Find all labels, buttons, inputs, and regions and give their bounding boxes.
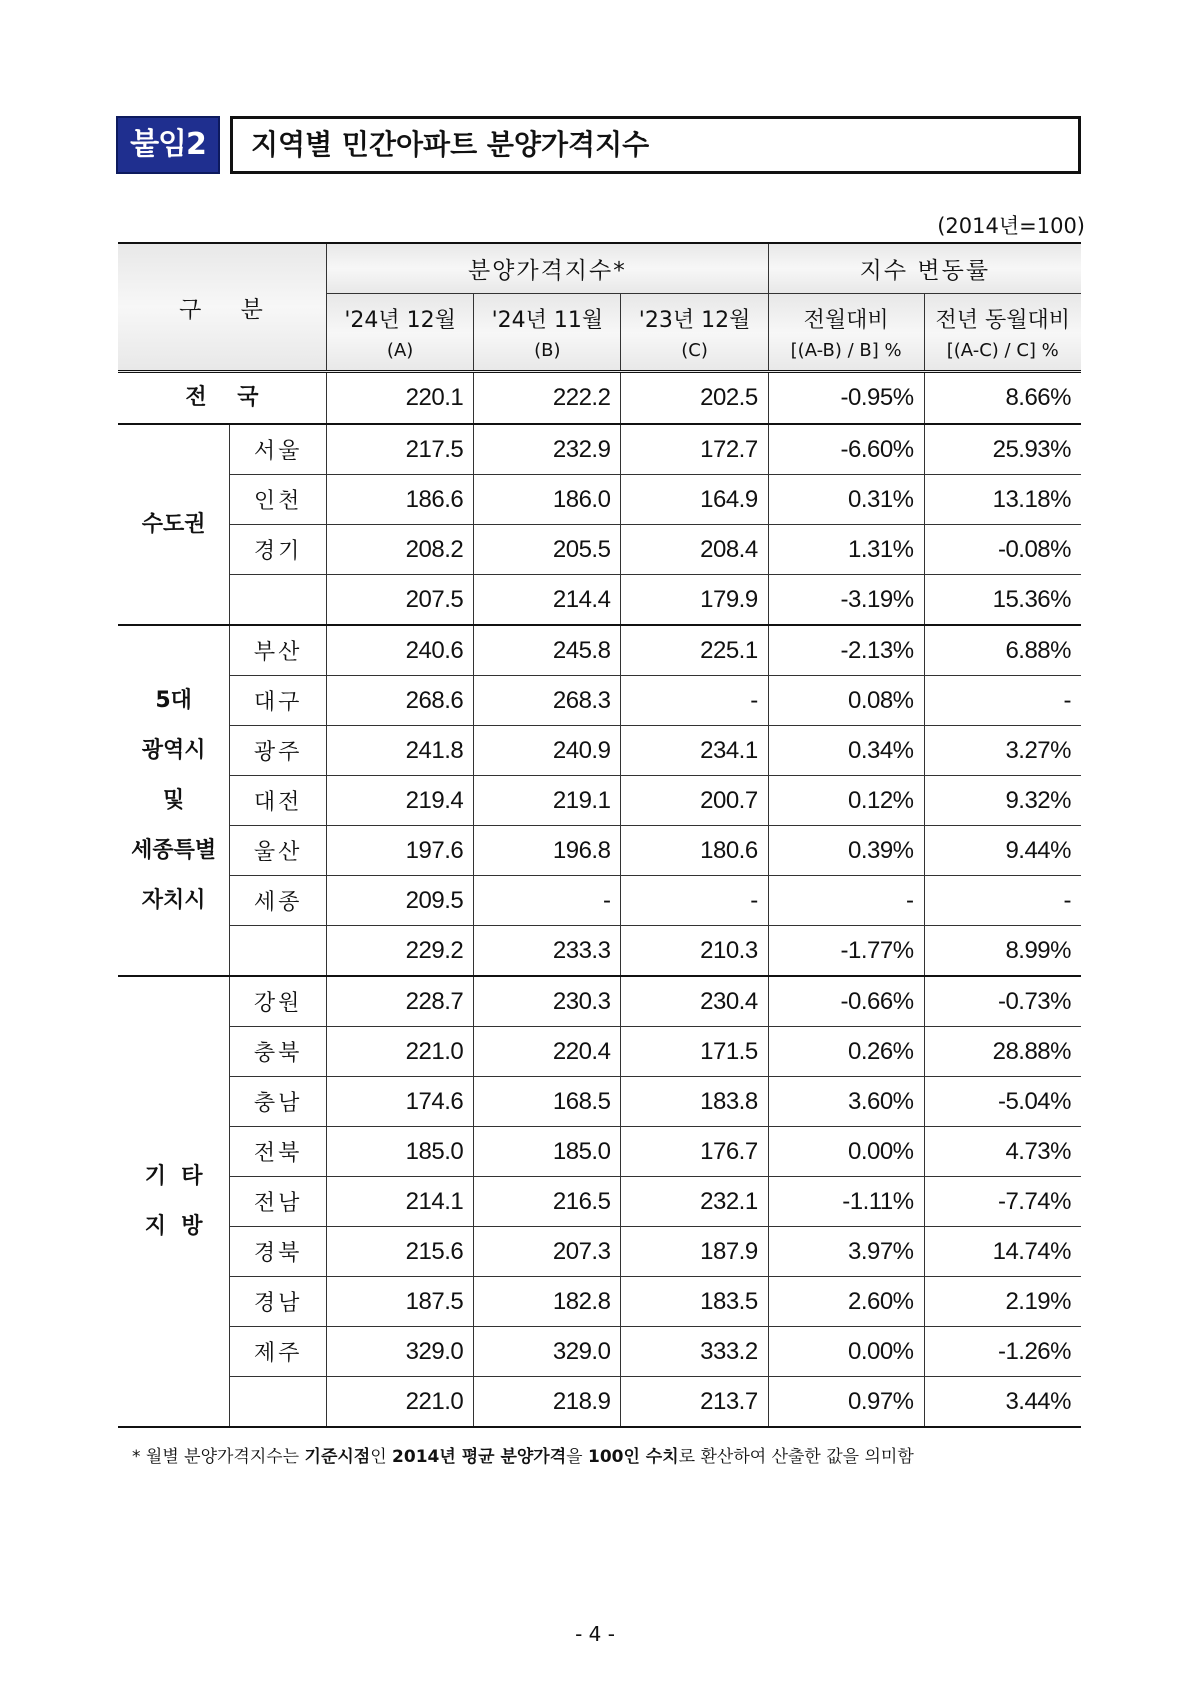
value-cell: 2.60% [768,1277,924,1327]
value-cell: 2.19% [924,1277,1081,1327]
group-label-line: 기 타 [144,1163,203,1189]
value-cell: 222.2 [474,372,621,425]
value-cell: 217.5 [326,424,473,475]
value-cell: 0.39% [768,826,924,876]
header-change-group: 지수 변동률 [768,243,1081,294]
value-cell: 0.97% [768,1377,924,1428]
header-col-1 [474,294,621,372]
value-cell: 186.0 [474,475,621,525]
header-col-label: '24년 12월 [344,308,456,333]
table-row [118,525,1081,575]
value-cell: 4.73% [924,1127,1081,1177]
group-label-line: 자치시 [141,887,206,913]
value-cell: 213.7 [621,1377,768,1428]
value-cell: 205.5 [474,525,621,575]
value-cell: 28.88% [924,1027,1081,1077]
value-cell: -6.60% [768,424,924,475]
value-cell: 233.3 [474,926,621,977]
value-cell: 268.6 [326,676,473,726]
value-cell: 14.74% [924,1227,1081,1277]
subtotal-blank [230,1377,327,1428]
value-cell: 207.5 [326,575,473,626]
table-row [118,625,1081,676]
footnote [132,1442,914,1467]
value-cell: 0.00% [768,1127,924,1177]
value-cell: 214.1 [326,1177,473,1227]
table-row [118,776,1081,826]
value-cell: 0.00% [768,1327,924,1377]
unit-note: (2014년=100) [937,214,1085,238]
table-row [118,1077,1081,1127]
header-col-4 [924,294,1081,372]
table-row-subtotal [118,575,1081,626]
table-row [118,976,1081,1027]
table-row-subtotal [118,1377,1081,1428]
region-label: 충남 [230,1077,327,1127]
region-label: 충북 [230,1027,327,1077]
value-cell: 3.27% [924,726,1081,776]
header-col-sub: [(A-B) / B] % [790,340,902,361]
group-label-line: 수도권 [141,511,206,537]
value-cell: -5.04% [924,1077,1081,1127]
value-cell: 25.93% [924,424,1081,475]
table-row [118,726,1081,776]
page-number: - 4 - [575,1622,615,1646]
value-cell: 174.6 [326,1077,473,1127]
value-cell: 1.31% [768,525,924,575]
region-label: 제주 [230,1327,327,1377]
value-cell: - [924,876,1081,926]
attachment-badge: 붙임2 [116,116,220,174]
value-cell: 268.3 [474,676,621,726]
value-cell: 234.1 [621,726,768,776]
group-label-line: 5대 [155,687,192,713]
table-row [118,826,1081,876]
table-row [118,424,1081,475]
subtotal-blank [230,575,327,626]
value-cell: 200.7 [621,776,768,826]
table-row-national [118,372,1081,425]
group-label-line: 및 [163,787,185,813]
table-row [118,1027,1081,1077]
value-cell: -0.08% [924,525,1081,575]
value-cell: 0.26% [768,1027,924,1077]
value-cell: 229.2 [326,926,473,977]
value-cell: -1.11% [768,1177,924,1227]
value-cell: 171.5 [621,1027,768,1077]
region-label: 광주 [230,726,327,776]
value-cell: -1.26% [924,1327,1081,1377]
value-cell: 216.5 [474,1177,621,1227]
footnote-part: * 월별 분양가격지수는 [132,1447,305,1467]
table-row [118,676,1081,726]
region-label: 전남 [230,1177,327,1227]
value-cell: 241.8 [326,726,473,776]
value-cell: 8.66% [924,372,1081,425]
value-cell: 0.08% [768,676,924,726]
group-label-line: 지 방 [144,1213,203,1239]
table-row [118,475,1081,525]
value-cell: 6.88% [924,625,1081,676]
value-cell: 329.0 [326,1327,473,1377]
value-cell: 0.34% [768,726,924,776]
table-row [118,1277,1081,1327]
value-cell: 329.0 [474,1327,621,1377]
header-index-group: 분양가격지수* [326,243,768,294]
value-cell: 3.44% [924,1377,1081,1428]
title-block [116,116,1081,174]
value-cell: 3.60% [768,1077,924,1127]
value-cell: 186.6 [326,475,473,525]
table-row-subtotal [118,926,1081,977]
value-cell: 172.7 [621,424,768,475]
value-cell: -7.74% [924,1177,1081,1227]
value-cell: 9.44% [924,826,1081,876]
region-label: 대구 [230,676,327,726]
value-cell: 197.6 [326,826,473,876]
value-cell: 9.32% [924,776,1081,826]
value-cell: 240.9 [474,726,621,776]
page-title: 지역별 민간아파트 분양가격지수 [230,116,1081,174]
value-cell: 182.8 [474,1277,621,1327]
value-cell: -0.95% [768,372,924,425]
table-row [118,1227,1081,1277]
value-cell: 0.12% [768,776,924,826]
region-label: 대전 [230,776,327,826]
value-cell: 228.7 [326,976,473,1027]
region-label: 서울 [230,424,327,475]
region-label: 부산 [230,625,327,676]
value-cell: 208.4 [621,525,768,575]
header-col-0 [326,294,473,372]
group-label [118,976,230,1427]
value-cell: 214.4 [474,575,621,626]
value-cell: 219.1 [474,776,621,826]
value-cell: 183.8 [621,1077,768,1127]
price-index-table [118,242,1081,1428]
group-label-line: 광역시 [141,737,206,763]
region-label: 세종 [230,876,327,926]
value-cell: - [474,876,621,926]
footnote-part: 로 환산하여 산출한 값을 의미함 [678,1447,914,1467]
value-cell: -1.77% [768,926,924,977]
value-cell: 168.5 [474,1077,621,1127]
subtotal-blank [230,926,327,977]
value-cell: 176.7 [621,1127,768,1177]
value-cell: 187.9 [621,1227,768,1277]
value-cell: 210.3 [621,926,768,977]
header-col-sub: (A) [386,340,414,361]
value-cell: - [621,876,768,926]
footnote-part: 인 [370,1447,393,1467]
header-col-sub: (C) [681,340,708,361]
header-col-label: 전년 동월대비 [935,308,1071,333]
group-label [118,424,230,625]
header-col-sub: [(A-C) / C] % [946,340,1059,361]
header-col-2 [621,294,768,372]
footnote-part: 2014년 평균 분양가격 [392,1447,567,1467]
value-cell: 0.31% [768,475,924,525]
region-label: 전북 [230,1127,327,1177]
value-cell: 215.6 [326,1227,473,1277]
value-cell: 221.0 [326,1027,473,1077]
region-label: 울산 [230,826,327,876]
value-cell: 164.9 [621,475,768,525]
value-cell: 202.5 [621,372,768,425]
footnote-part: 기준시점 [304,1447,371,1467]
value-cell: 208.2 [326,525,473,575]
value-cell: 8.99% [924,926,1081,977]
header-col-3 [768,294,924,372]
table-row [118,1127,1081,1177]
value-cell: 179.9 [621,575,768,626]
value-cell: 230.3 [474,976,621,1027]
value-cell: 196.8 [474,826,621,876]
table-row [118,1177,1081,1227]
value-cell: 240.6 [326,625,473,676]
value-cell: -2.13% [768,625,924,676]
value-cell: 232.1 [621,1177,768,1227]
value-cell: 187.5 [326,1277,473,1327]
value-cell: -0.66% [768,976,924,1027]
value-cell: 15.36% [924,575,1081,626]
header-category: 구 분 [118,243,326,372]
value-cell: 225.1 [621,625,768,676]
value-cell: 185.0 [474,1127,621,1177]
national-label: 전 국 [118,372,326,425]
value-cell: -0.73% [924,976,1081,1027]
header-col-label: '24년 11월 [491,308,604,333]
region-label: 경남 [230,1277,327,1327]
value-cell: 245.8 [474,625,621,676]
value-cell: 185.0 [326,1127,473,1177]
value-cell: 3.97% [768,1227,924,1277]
group-label [118,625,230,976]
header-col-label: '23년 12월 [638,308,751,333]
region-label: 인천 [230,475,327,525]
value-cell: 220.4 [474,1027,621,1077]
value-cell: 220.1 [326,372,473,425]
region-label: 경기 [230,525,327,575]
value-cell: 207.3 [474,1227,621,1277]
header-col-label: 전월대비 [803,308,889,333]
value-cell: 232.9 [474,424,621,475]
group-label-line: 세종특별 [131,837,217,863]
value-cell: -3.19% [768,575,924,626]
value-cell: 333.2 [621,1327,768,1377]
value-cell: 180.6 [621,826,768,876]
value-cell: - [924,676,1081,726]
value-cell: 209.5 [326,876,473,926]
value-cell: - [621,676,768,726]
region-label: 경북 [230,1227,327,1277]
table-row [118,1327,1081,1377]
value-cell: 221.0 [326,1377,473,1428]
value-cell: 230.4 [621,976,768,1027]
header-col-sub: (B) [534,340,561,361]
value-cell: 183.5 [621,1277,768,1327]
footnote-part: 을 [566,1447,588,1467]
footnote-part: 100인 수치 [587,1447,679,1467]
value-cell: 13.18% [924,475,1081,525]
table-row [118,876,1081,926]
value-cell: 218.9 [474,1377,621,1428]
value-cell: - [768,876,924,926]
region-label: 강원 [230,976,327,1027]
value-cell: 219.4 [326,776,473,826]
